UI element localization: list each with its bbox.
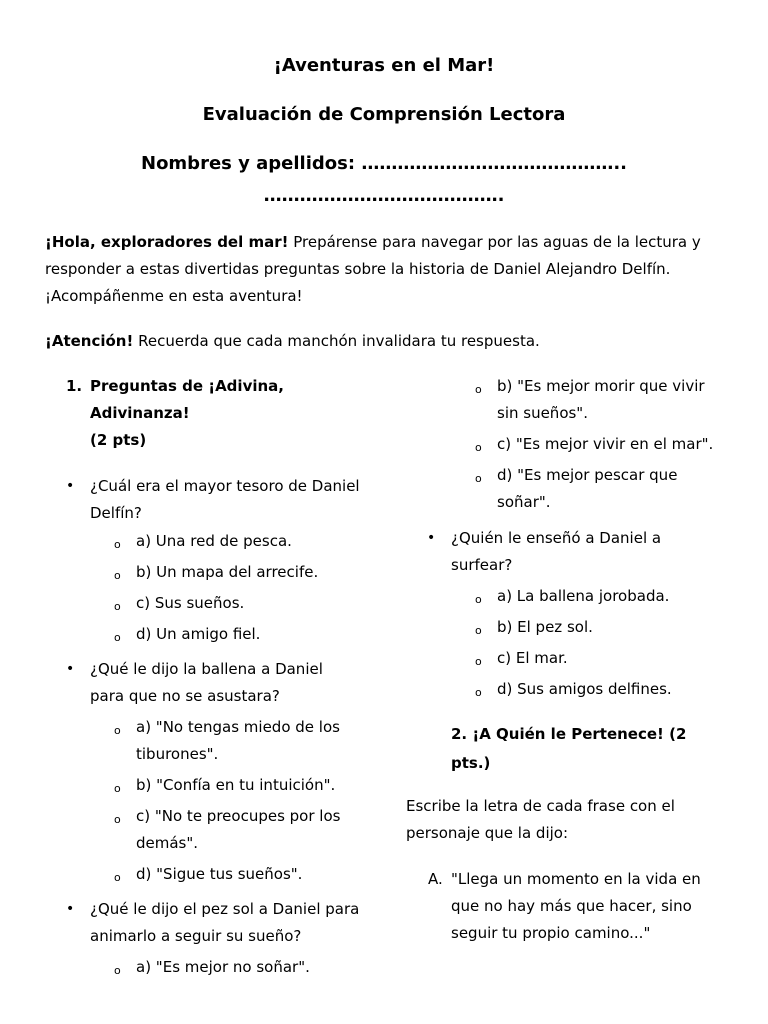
option-text: d) "Es mejor pescar que (497, 466, 678, 484)
circle-bullet-icon: o (475, 686, 482, 699)
question-1-options (114, 528, 364, 652)
option-text: c) "No te preocupes por los (136, 807, 341, 825)
question-2 (66, 656, 366, 710)
option-text: soñar". (497, 493, 551, 511)
option-item (114, 803, 364, 861)
circle-bullet-icon: o (114, 871, 121, 884)
instructions-line-2: personaje que la dijo: (406, 824, 569, 842)
section-1-heading (66, 373, 366, 454)
option-text: b) El pez sol. (497, 618, 593, 636)
page-subtitle: Evaluación de Comprensión Lectora (202, 104, 566, 125)
bullet-icon: • (66, 661, 75, 677)
option-item (475, 676, 745, 707)
option-text: a) Una red de pesca. (136, 532, 292, 550)
circle-bullet-icon: o (475, 624, 482, 637)
option-text: b) "Confía en tu intuición". (136, 776, 336, 794)
attention-text: Recuerda que cada manchón invalidara tu respuesta. (133, 332, 540, 350)
circle-bullet-icon: o (114, 538, 121, 551)
circle-bullet-icon: o (114, 964, 121, 977)
section-2-heading (451, 721, 741, 777)
circle-bullet-icon: o (475, 383, 482, 396)
option-text: d) Un amigo fiel. (136, 625, 261, 643)
intro-text-2: responder a estas divertidas preguntas sobre la historia de Daniel Alejandro Delfín. (45, 260, 671, 278)
attention-label: ¡Atención! (45, 332, 134, 350)
question-1-text-1: ¿Cuál era el mayor tesoro de Daniel (90, 477, 360, 495)
option-item (114, 861, 364, 892)
quote-a-label: A. (428, 870, 443, 888)
intro-greeting: ¡Hola, exploradores del mar! (45, 233, 289, 251)
bullet-icon: • (66, 901, 75, 917)
instructions-line-1: Escribe la letra de cada frase con el (406, 797, 675, 815)
circle-bullet-icon: o (475, 441, 482, 454)
intro-paragraph (45, 229, 725, 310)
question-4-text-1: ¿Quién le enseñó a Daniel a (451, 529, 662, 547)
option-item (475, 373, 745, 431)
option-item (114, 954, 364, 985)
option-item (114, 528, 364, 559)
question-3-text-2: animarlo a seguir su sueño? (90, 927, 302, 945)
option-item (475, 431, 745, 462)
intro-text-3: ¡Acompáñenme en esta aventura! (45, 287, 303, 305)
section-1-number: 1. (66, 377, 83, 395)
option-text: a) "Es mejor no soñar". (136, 958, 310, 976)
option-item (475, 645, 745, 676)
section-1-points: (2 pts) (90, 431, 147, 449)
question-3-options-right (475, 373, 745, 520)
option-item (475, 462, 745, 520)
names-field-line-2: …………………………………. (263, 185, 505, 206)
option-text: tiburones". (136, 745, 219, 763)
option-item (114, 559, 364, 590)
option-item (114, 772, 364, 803)
quote-a (428, 866, 738, 947)
option-text: d) "Sigue tus sueños". (136, 865, 303, 883)
section-2-title-line-2: pts.) (451, 754, 491, 772)
option-item (114, 714, 364, 772)
option-text: sin sueños". (497, 404, 588, 422)
option-text: demás". (136, 834, 199, 852)
option-text: b) "Es mejor morir que vivir (497, 377, 705, 395)
question-2-text-2: para que no se asustara? (90, 687, 280, 705)
option-text: a) La ballena jorobada. (497, 587, 670, 605)
option-item (475, 614, 745, 645)
circle-bullet-icon: o (114, 724, 121, 737)
question-2-options (114, 714, 364, 892)
section-2-title-line-1: 2. ¡A Quién le Pertenece! (2 (451, 725, 687, 743)
bullet-icon: • (66, 478, 75, 494)
circle-bullet-icon: o (114, 631, 121, 644)
circle-bullet-icon: o (475, 593, 482, 606)
names-field-line-1: Nombres y apellidos: …………………………………….. (141, 153, 627, 174)
question-4 (427, 525, 727, 579)
option-item (114, 621, 364, 652)
question-4-options (475, 583, 745, 707)
question-1-text-2: Delfín? (90, 504, 142, 522)
question-3-text-1: ¿Qué le dijo el pez sol a Daniel para (90, 900, 360, 918)
question-3 (66, 896, 366, 950)
bullet-icon: • (427, 530, 436, 546)
option-text: c) Sus sueños. (136, 594, 245, 612)
attention-note (45, 328, 725, 355)
question-4-text-2: surfear? (451, 556, 513, 574)
question-1 (66, 473, 366, 527)
option-text: b) Un mapa del arrecife. (136, 563, 319, 581)
option-text: c) El mar. (497, 649, 568, 667)
option-text: c) "Es mejor vivir en el mar". (497, 435, 714, 453)
question-3-options-left (114, 954, 364, 985)
quote-a-line-1: "Llega un momento en la vida en (451, 870, 701, 888)
section-1-title-line-2: Adivinanza! (90, 404, 190, 422)
option-text: a) "No tengas miedo de los (136, 718, 340, 736)
circle-bullet-icon: o (114, 782, 121, 795)
circle-bullet-icon: o (475, 655, 482, 668)
circle-bullet-icon: o (114, 600, 121, 613)
section-2-instructions (406, 793, 736, 847)
option-item (114, 590, 364, 621)
page-title: ¡Aventuras en el Mar! (273, 55, 495, 76)
quote-a-line-3: seguir tu propio camino..." (451, 924, 651, 942)
circle-bullet-icon: o (475, 472, 482, 485)
question-2-text-1: ¿Qué le dijo la ballena a Daniel (90, 660, 323, 678)
option-text: d) Sus amigos delfines. (497, 680, 672, 698)
circle-bullet-icon: o (114, 569, 121, 582)
option-item (475, 583, 745, 614)
circle-bullet-icon: o (114, 813, 121, 826)
quote-a-line-2: que no hay más que hacer, sino (451, 897, 692, 915)
intro-text-1: Prepárense para navegar por las aguas de la lectura y (288, 233, 701, 251)
section-1-title-line-1: Preguntas de ¡Adivina, (90, 377, 284, 395)
